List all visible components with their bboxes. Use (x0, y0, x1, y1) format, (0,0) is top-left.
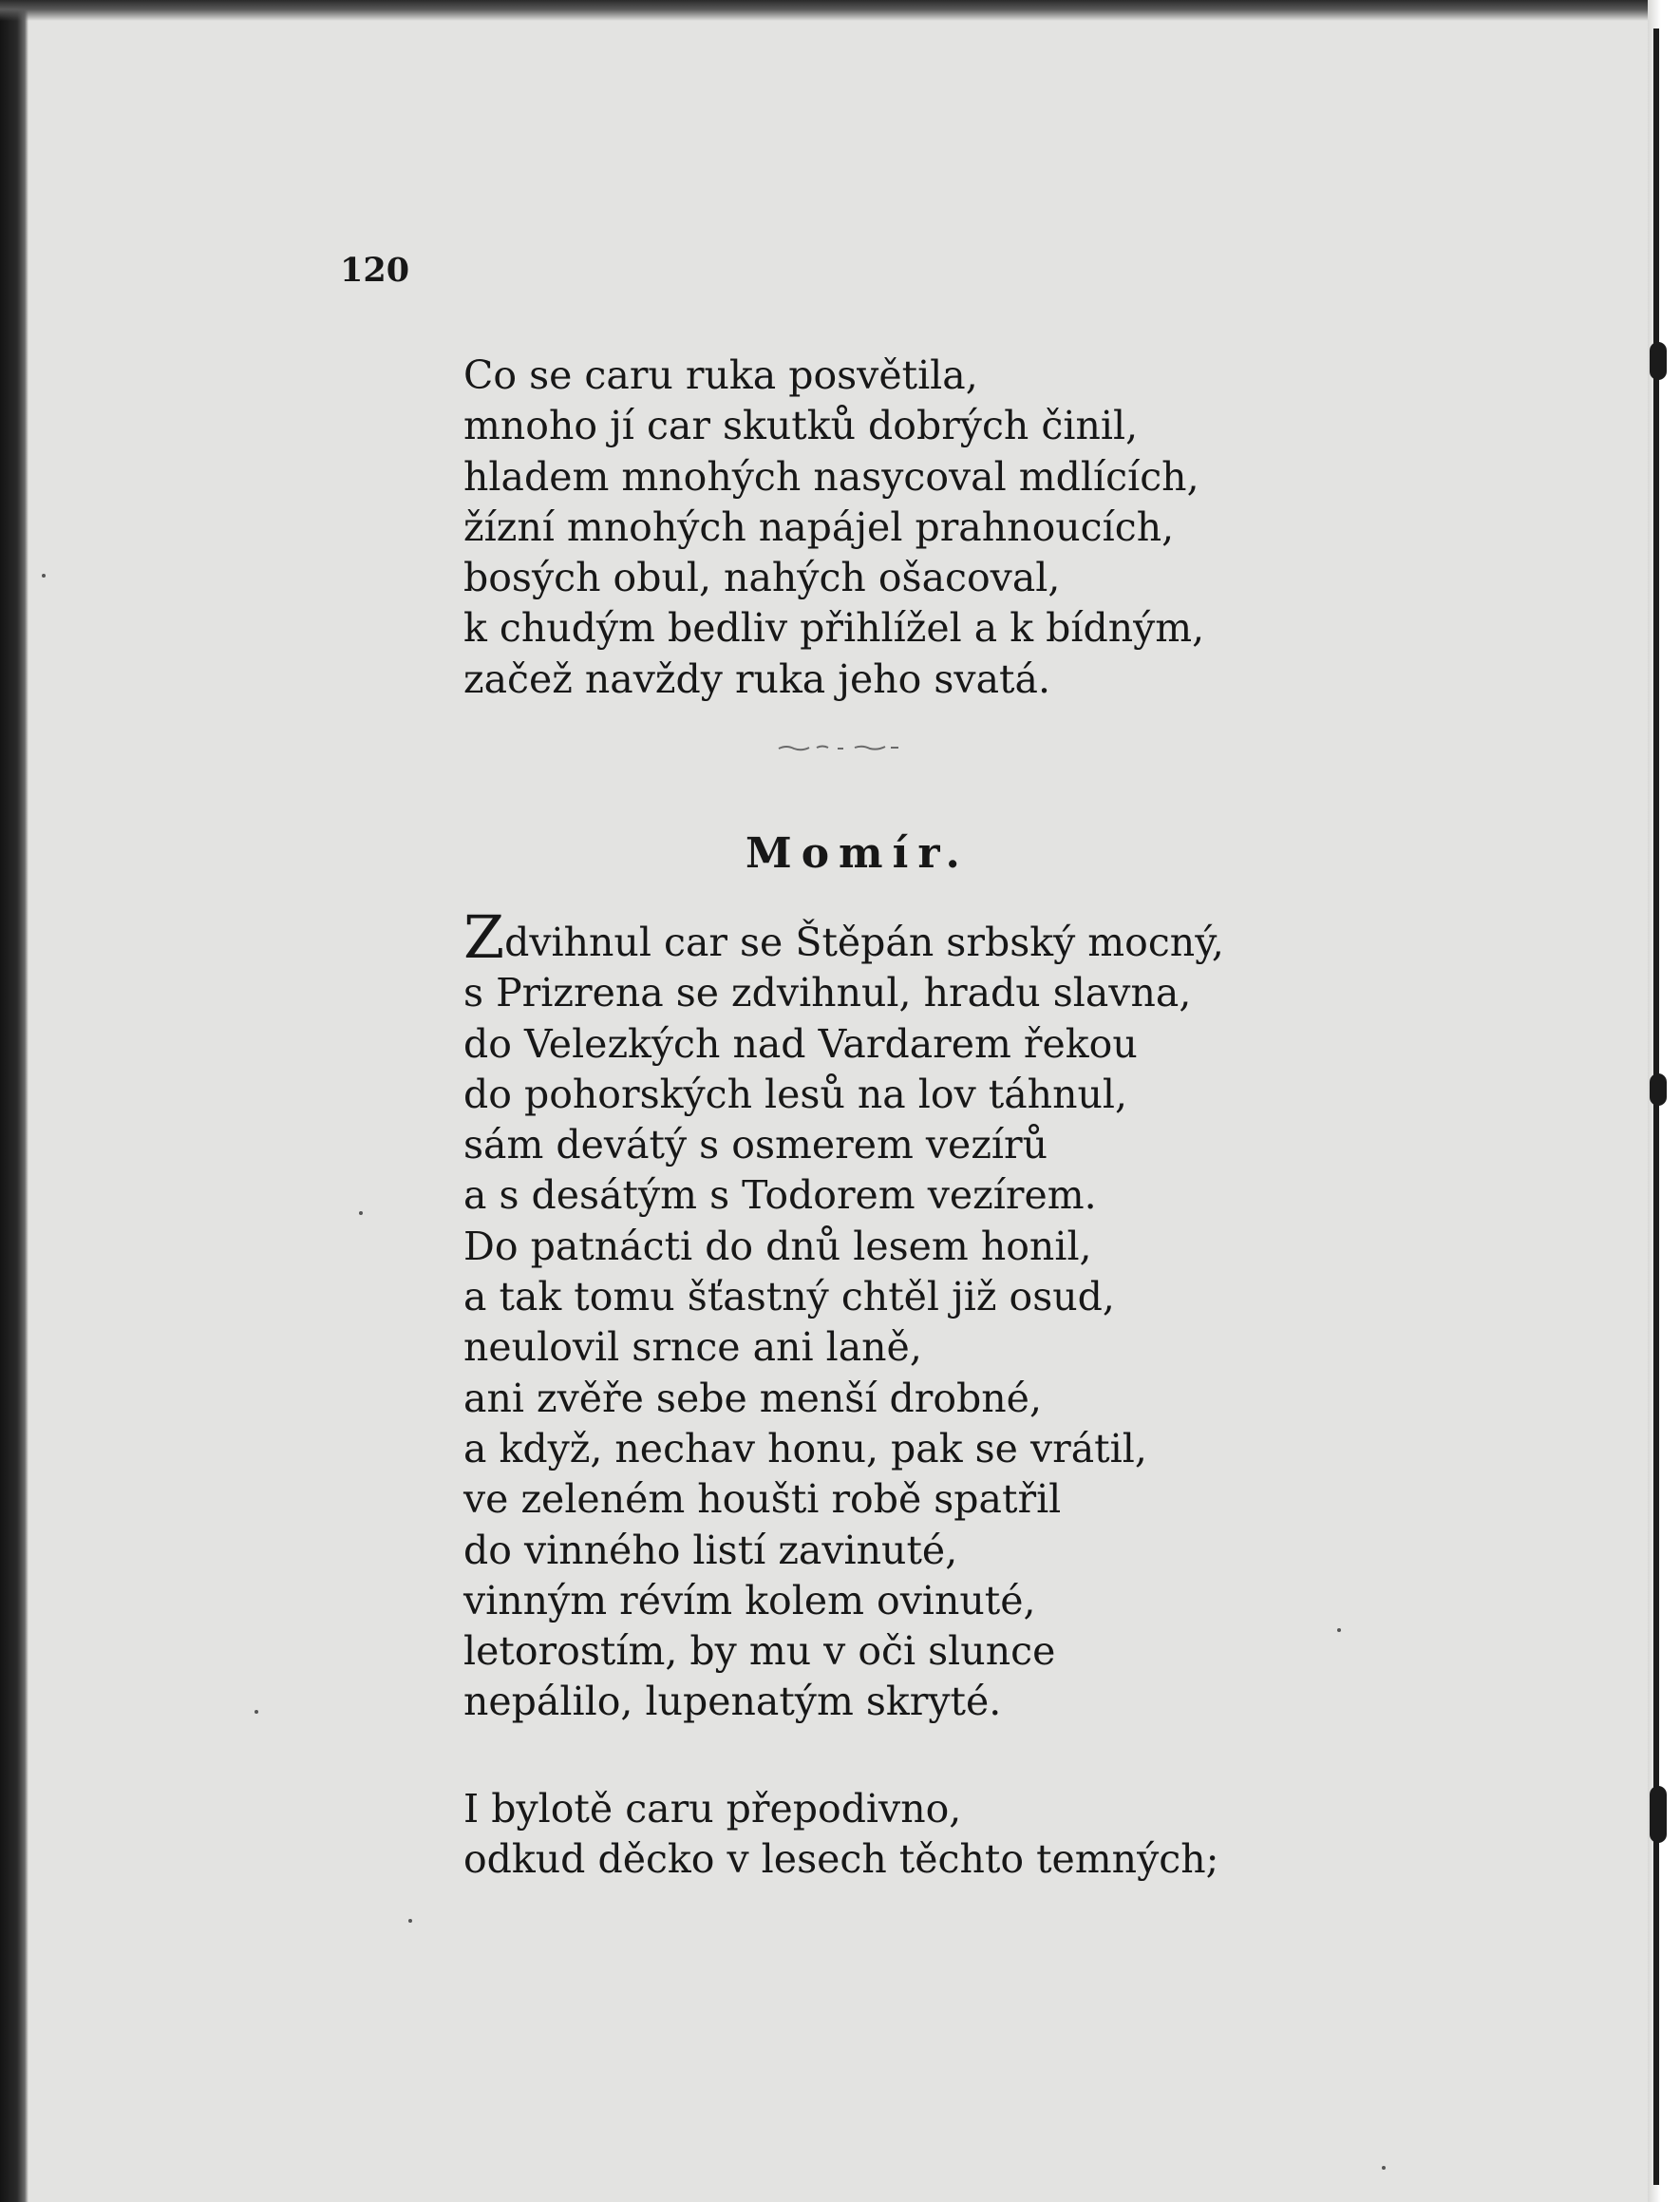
verse-line: k chudým bedliv přihlížel a k bídným, (463, 605, 1205, 652)
verse-line: a s desátým s Todorem vezírem. (463, 1172, 1097, 1219)
verse-line: a tak tomu šťastný chtěl již osud, (463, 1274, 1115, 1320)
page-number: 120 (340, 251, 410, 290)
verse-line: Do patnácti do dnů lesem honil, (463, 1223, 1092, 1269)
binding-clip-mark (1650, 342, 1667, 380)
verse-line: hladem mnohých nasycoval mdlících, (463, 453, 1199, 500)
top-page-edge (0, 0, 1680, 21)
verse-line-first-rest: dvihnul car se Štěpán srbský mocný, (504, 920, 1224, 965)
verse-line-first (463, 902, 1603, 972)
scan-speck (408, 1919, 412, 1923)
left-page-edge (0, 0, 28, 2202)
verse-line: ve zeleném houšti robě spatřil (463, 1476, 1062, 1523)
verse-line: neulovil srnce ani laně, (463, 1324, 922, 1371)
verse-line: s Prizrena se zdvihnul, hradu slavna, (463, 970, 1192, 1016)
verse-line: žízní mnohých napájel prahnoucích, (463, 503, 1175, 550)
verse-line: ani zvěře sebe menší drobné, (463, 1375, 1042, 1421)
verse-line: bosých obul, nahých ošacoval, (463, 555, 1061, 601)
scan-speck (359, 1211, 363, 1215)
drop-initial: Z (463, 902, 505, 972)
stanza-2 (463, 902, 1603, 1728)
scan-speck (1382, 2166, 1386, 2170)
scan-speck (255, 1710, 258, 1714)
section-divider-ornament (777, 742, 900, 753)
binding-clip-mark (1650, 1786, 1667, 1843)
verse-line: letorostím, by mu v oči slunce (463, 1628, 1056, 1675)
verse-line: nepálilo, lupenatým skryté. (463, 1679, 1002, 1725)
verse-line: vinným révím kolem ovinuté, (463, 1577, 1036, 1623)
stanza-3 (463, 1784, 1603, 1886)
verse-line: do vinného listí zavinuté, (463, 1527, 958, 1573)
verse-line: mnoho jí car skutků dobrých činil, (463, 403, 1139, 449)
binding-clip-mark (1650, 1073, 1667, 1106)
verse-line: do Velezkých nad Vardarem řekou (463, 1020, 1138, 1067)
poem-title: Momír. (746, 829, 970, 878)
stanza-1 (463, 351, 1603, 705)
verse-line: začež navždy ruka jeho svatá. (463, 655, 1050, 702)
verse-line: sám devátý s osmerem vezírů (463, 1122, 1048, 1168)
verse-line: odkud děcko v lesech těchto temných; (463, 1836, 1219, 1883)
verse-line: I bylotě caru přepodivno, (463, 1786, 962, 1832)
scan-speck (42, 574, 46, 578)
verse-line: Co se caru ruka posvětila, (463, 352, 978, 398)
verse-line: a když, nechav honu, pak se vrátil, (463, 1425, 1147, 1471)
verse-line: do pohorských lesů na lov táhnul, (463, 1071, 1128, 1117)
